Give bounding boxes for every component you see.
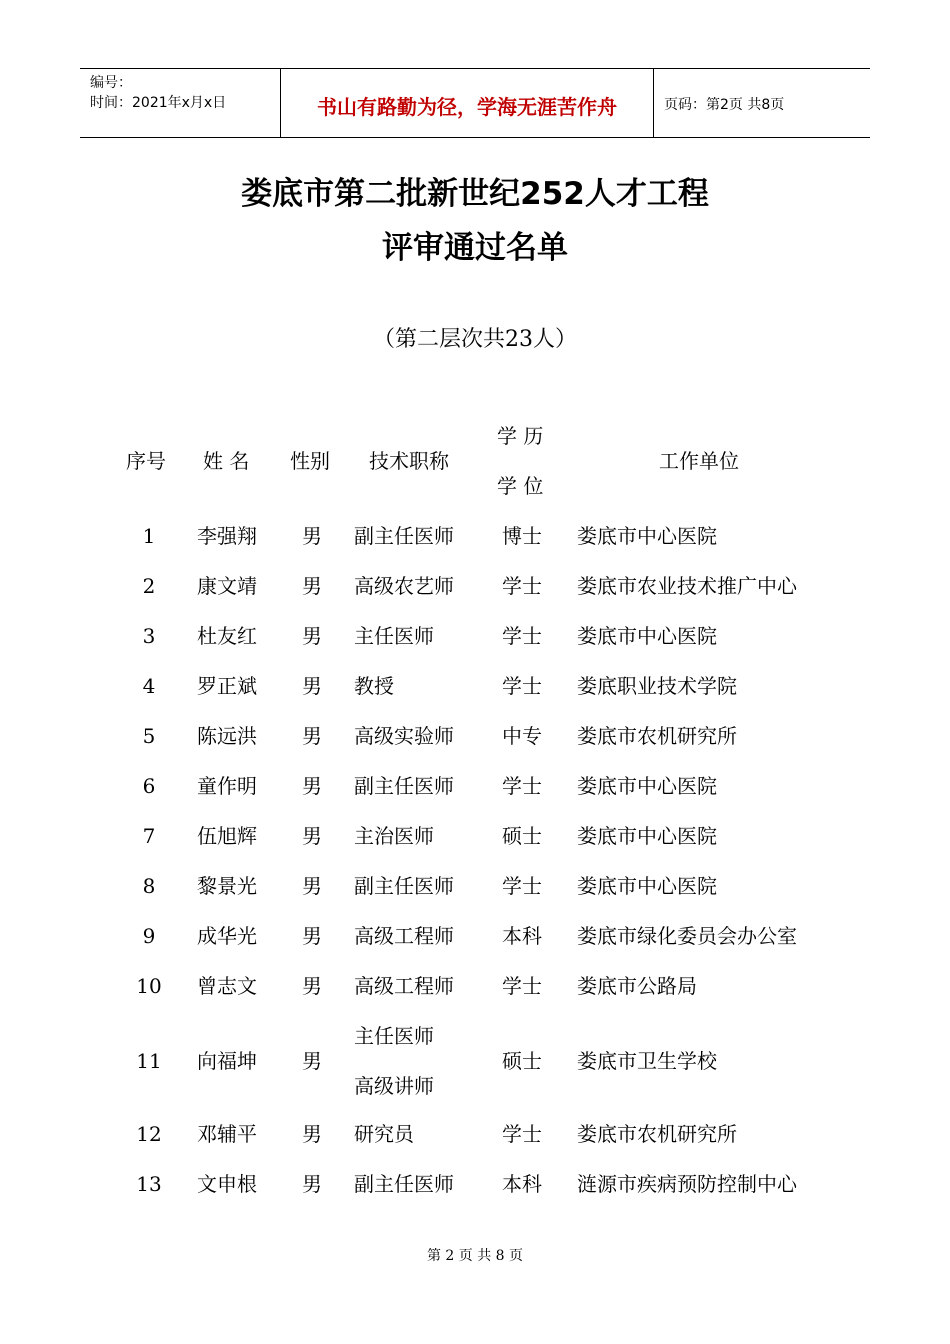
row-title: 高级农艺师 bbox=[354, 574, 454, 598]
column-header-title: 技术职称 bbox=[369, 449, 449, 473]
row-unit: 娄底市公路局 bbox=[577, 974, 697, 998]
document-subtitle: （第二层次共23人） bbox=[373, 327, 577, 352]
row-title-secondary: 高级讲师 bbox=[354, 1074, 434, 1098]
row-index: 2 bbox=[142, 574, 156, 598]
row-name: 童作明 bbox=[197, 774, 257, 798]
row-title: 研究员 bbox=[354, 1122, 414, 1146]
row-name: 杜友红 bbox=[197, 624, 257, 648]
row-sex: 男 bbox=[302, 824, 322, 848]
row-name: 康文靖 bbox=[197, 574, 257, 598]
row-sex: 男 bbox=[302, 1122, 322, 1146]
header-meta bbox=[80, 69, 281, 137]
row-sex: 男 bbox=[302, 1049, 322, 1073]
number-label: 编号： bbox=[90, 75, 132, 91]
row-index: 7 bbox=[142, 824, 156, 848]
row-index: 13 bbox=[136, 1172, 162, 1196]
row-name: 成华光 bbox=[197, 924, 257, 948]
document-title-line2: 评审通过名单 bbox=[382, 230, 568, 266]
page-info: 页码：第2页 共8页 bbox=[664, 97, 785, 113]
row-unit: 娄底市中心医院 bbox=[577, 874, 717, 898]
row-index: 3 bbox=[142, 624, 156, 648]
row-edu: 学士 bbox=[502, 624, 542, 648]
row-unit: 娄底市中心医院 bbox=[577, 524, 717, 548]
column-header-unit: 工作单位 bbox=[659, 449, 739, 473]
row-name: 向福坤 bbox=[197, 1049, 257, 1073]
row-unit: 娄底市中心医院 bbox=[577, 624, 717, 648]
row-name: 黎景光 bbox=[197, 874, 257, 898]
row-sex: 男 bbox=[302, 624, 322, 648]
row-name: 曾志文 bbox=[197, 974, 257, 998]
row-edu: 中专 bbox=[502, 724, 542, 748]
row-title: 副主任医师 bbox=[354, 524, 454, 548]
row-index: 5 bbox=[142, 724, 156, 748]
row-unit: 娄底市农机研究所 bbox=[577, 1122, 737, 1146]
row-index: 6 bbox=[142, 774, 156, 798]
row-index: 9 bbox=[142, 924, 156, 948]
row-edu: 学士 bbox=[502, 874, 542, 898]
row-name: 罗正斌 bbox=[197, 674, 257, 698]
row-unit: 涟源市疾病预防控制中心 bbox=[577, 1172, 797, 1196]
row-sex: 男 bbox=[302, 574, 322, 598]
row-unit: 娄底市中心医院 bbox=[577, 824, 717, 848]
row-sex: 男 bbox=[302, 724, 322, 748]
row-sex: 男 bbox=[302, 524, 322, 548]
row-sex: 男 bbox=[302, 974, 322, 998]
row-edu: 学士 bbox=[502, 1122, 542, 1146]
row-sex: 男 bbox=[302, 924, 322, 948]
row-name: 陈远洪 bbox=[197, 724, 257, 748]
row-title: 副主任医师 bbox=[354, 1172, 454, 1196]
row-title: 副主任医师 bbox=[354, 874, 454, 898]
page-header bbox=[80, 68, 870, 138]
row-edu: 博士 bbox=[502, 524, 542, 548]
row-name: 文申根 bbox=[197, 1172, 257, 1196]
row-title: 主任医师 bbox=[354, 1024, 434, 1048]
row-index: 4 bbox=[142, 674, 156, 698]
row-unit: 娄底市中心医院 bbox=[577, 774, 717, 798]
row-unit: 娄底市卫生学校 bbox=[577, 1049, 717, 1073]
row-edu: 本科 bbox=[502, 924, 542, 948]
row-title: 主任医师 bbox=[354, 624, 434, 648]
row-edu: 本科 bbox=[502, 1172, 542, 1196]
motto: 书山有路勤为径，学海无涯苦作舟 bbox=[281, 69, 654, 137]
column-header-edu-line2: 学 位 bbox=[497, 474, 544, 498]
row-title: 教授 bbox=[354, 674, 394, 698]
row-name: 李强翔 bbox=[197, 524, 257, 548]
row-edu: 学士 bbox=[502, 774, 542, 798]
row-name: 伍旭辉 bbox=[197, 824, 257, 848]
row-edu: 学士 bbox=[502, 974, 542, 998]
row-sex: 男 bbox=[302, 774, 322, 798]
row-name: 邓辅平 bbox=[197, 1122, 257, 1146]
row-sex: 男 bbox=[302, 1172, 322, 1196]
row-sex: 男 bbox=[302, 874, 322, 898]
row-edu: 硕士 bbox=[502, 824, 542, 848]
column-header-sex: 性别 bbox=[290, 449, 330, 473]
row-title: 副主任医师 bbox=[354, 774, 454, 798]
row-index: 1 bbox=[142, 524, 156, 548]
row-title: 主治医师 bbox=[354, 824, 434, 848]
row-index: 12 bbox=[136, 1122, 162, 1146]
time-label: 时间：2021年x月x日 bbox=[90, 95, 227, 111]
row-edu: 学士 bbox=[502, 674, 542, 698]
row-title: 高级实验师 bbox=[354, 724, 454, 748]
row-edu: 硕士 bbox=[502, 1049, 542, 1073]
row-sex: 男 bbox=[302, 674, 322, 698]
row-unit: 娄底市农机研究所 bbox=[577, 724, 737, 748]
row-unit: 娄底市绿化委员会办公室 bbox=[577, 924, 797, 948]
column-header-edu-line1: 学 历 bbox=[497, 424, 544, 448]
document-title-line1: 娄底市第二批新世纪252人才工程 bbox=[241, 176, 709, 212]
row-index: 10 bbox=[136, 974, 162, 998]
row-title: 高级工程师 bbox=[354, 924, 454, 948]
column-header-index: 序号 bbox=[126, 449, 166, 473]
row-title: 高级工程师 bbox=[354, 974, 454, 998]
page-footer: 第 2 页 共 8 页 bbox=[426, 1248, 524, 1264]
row-unit: 娄底职业技术学院 bbox=[577, 674, 737, 698]
row-edu: 学士 bbox=[502, 574, 542, 598]
row-index: 8 bbox=[142, 874, 156, 898]
row-unit: 娄底市农业技术推广中心 bbox=[577, 574, 797, 598]
column-header-name: 姓 名 bbox=[203, 449, 250, 473]
row-index: 11 bbox=[136, 1049, 162, 1073]
